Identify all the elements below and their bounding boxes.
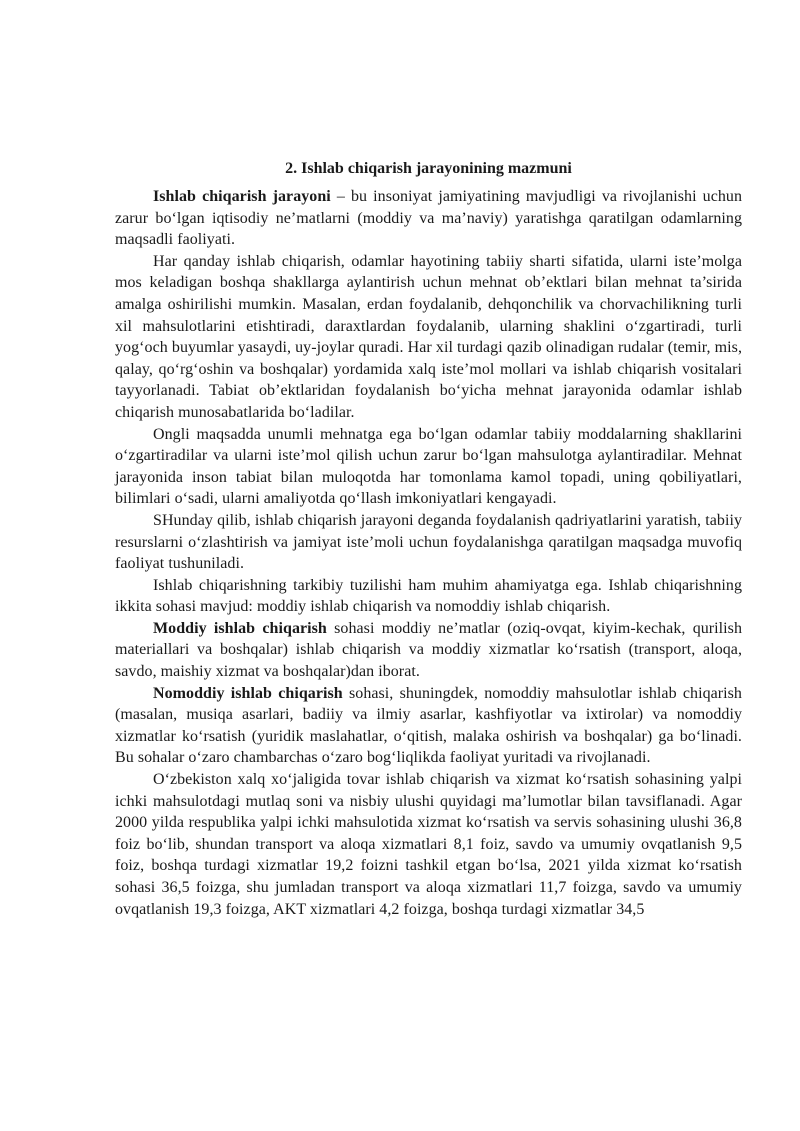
term-ishlab-chiqarish-jarayoni: Ishlab chiqarish jarayoni — [153, 188, 331, 205]
paragraph-material-production — [115, 618, 742, 683]
paragraph-text: SHunday qilib, ishlab chiqarish jarayoni deganda foydalanish qadriyatlarini yaratish, tabiiy resurslarni o‘zlashtirish va jamiyat iste’moli uchun foydalanishga qaratilgan maqsadga muvofiq faoliyat tushuniladi. — [115, 511, 742, 573]
paragraph-conclusion — [115, 510, 742, 575]
paragraph-text: – bu insoniyat jamiyatining mavjudligi va rivojlanishi uchun zarur bo‘lgan iqtisodiy ne’matlarni (moddiy va ma’naviy) yaratishga qaratilgan odamlarning maqsadli faoliyati. — [115, 188, 742, 249]
paragraph-text: Ongli maqsadda unumli mehnatga ega bo‘lgan odamlar tabiiy moddalarning shakllarini o‘zgartiradilar va ularni iste’mol qilish uchun zarur bo‘lgan mahsulotga aylantiradilar. Mehnat jarayonida inson tabiat bilan muloqotda har tomonlama kamol topadi, uning qobiliyatlari, bilimlari o‘sadi, ularni amaliyotda qo‘llash imkoniyatlari kengayadi. — [115, 425, 742, 508]
paragraph-conscious-labor — [115, 424, 742, 510]
paragraph-definition — [115, 186, 742, 251]
paragraph-text: sohasi moddiy ne’matlar (oziq-ovqat, kiyim-kechak, qurilish materiallari va boshqalar) ishlab chiqarish va moddiy xizmatlar ko‘rsatish (transport, aloqa, savdo, maishiy xizmat va boshqalar)dan iborat. — [115, 619, 742, 681]
paragraph-text: O‘zbekiston xalq xo‘jaligida tovar ishlab chiqarish va xizmat ko‘rsatish sohasining yalpi ichki mahsulotdagi mutlaq soni va nisbiy ulushi quyidagi ma’lumotlar bilan tavsiflanadi. Agar 2000 yilda respublika yalpi ichki mahsulotida xizmat ko‘rsatish va servis sohasining ulushi 36,8 foiz bo‘lib, shundan transport va aloqa xizmatlari 8,1 foiz, savdo va umumiy ovqatlanish 9,5 foiz, boshqa turdagi xizmatlar 19,2 foizni tashkil etgan bo‘lsa, 2021 yilda xizmat ko‘rsatish sohasi 36,5 foizga, shu jumladan transport va aloqa xizmatlari 11,7 foizga, savdo va umumiy ovqatlanish 19,3 foizga, AKT xizmatlari 4,2 foizga, boshqa turdagi xizmatlar 34,5 — [115, 771, 742, 918]
paragraph-text: Har qanday ishlab chiqarish, odamlar hayotining tabiiy sharti sifatida, ularni iste’molga mos keladigan boshqa shakllarga aylantirish uchun mehnat ob’ektlari bilan mehnat ta’sirida amalga oshirilishi mumkin. Masalan, erdan foydalanib, dehqonchilik va chorvachilikning turli xil mahsulotlarini etishtiradi, daraxtlardan foydalanib, ularning shaklini o‘zgartiradi, turli yog‘och buyumlar yasaydi, uy-joylar quradi. Har xil turdagi qazib olinadigan rudalar (temir, mis, qalay, qo‘rg‘oshin va boshqalar) yordamida xalq iste’mol mollari va ishlab chiqarish vositalari tayyorlanadi. Tabiat ob’ektlaridan foydalanish bo‘yicha mehnat jarayonida odamlar ishlab chiqarish munosabatlarida bo‘ladilar. — [115, 252, 742, 421]
term-nomoddiy-ishlab-chiqarish: Nomoddiy ishlab chiqarish — [153, 684, 343, 702]
term-moddiy-ishlab-chiqarish: Moddiy ishlab chiqarish — [153, 619, 327, 637]
paragraph-text: Ishlab chiqarishning tarkibiy tuzilishi ham muhim ahamiyatga ega. Ishlab chiqarishning ikkita sohasi mavjud: moddiy ishlab chiqarish va nomoddiy ishlab chiqarish. — [115, 576, 742, 616]
paragraph-natural-condition — [115, 251, 742, 424]
paragraph-uzbekistan-statistics — [115, 769, 742, 920]
paragraph-text: sohasi, shuningdek, nomoddiy mahsulotlar ishlab chiqarish (masalan, musiqa asarlari, badiiy va ilmiy asarlar, kashfiyotlar va ixtirolar) va nomoddiy xizmatlar ko‘rsatish (yuridik maslahatlar, o‘qitish, malaka oshirish va boshqalar) ga bo‘linadi. Bu sohalar o‘zaro chambarchas o‘zaro bog‘liqlikda faoliyat yuritadi va rivojlanadi. — [115, 684, 742, 767]
paragraph-structure — [115, 575, 742, 618]
section-heading: 2. Ishlab chiqarish jarayonining mazmuni — [285, 160, 572, 177]
document-page — [115, 158, 742, 920]
paragraph-nonmaterial-production — [115, 683, 742, 769]
